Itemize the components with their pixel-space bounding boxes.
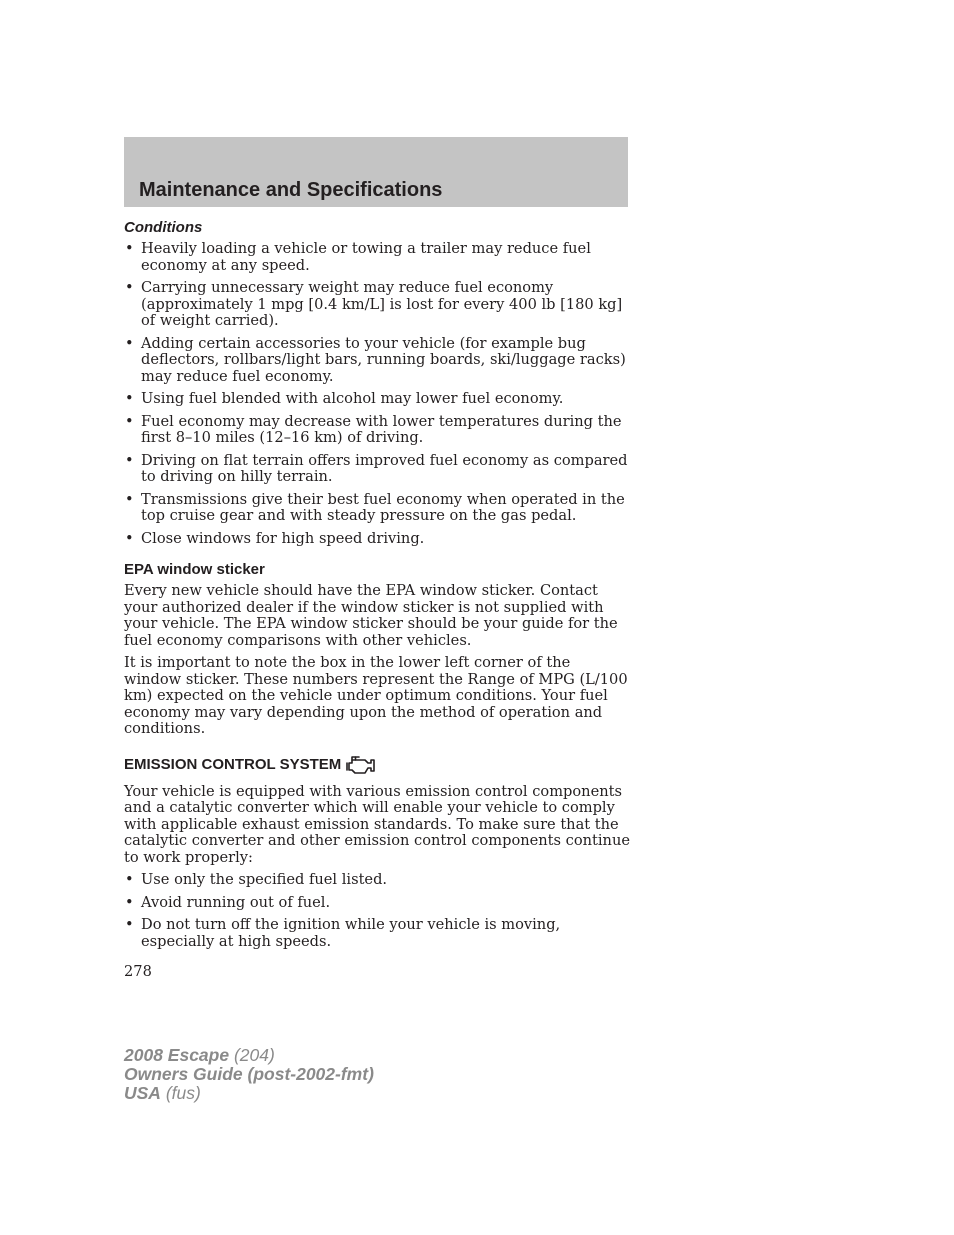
list-item xyxy=(124,895,630,912)
bullet-icon: • xyxy=(125,893,134,911)
list-item xyxy=(124,492,630,525)
page-content xyxy=(124,219,630,981)
bullet-icon: • xyxy=(125,412,134,430)
conditions-heading: Conditions xyxy=(124,219,203,236)
footer-line-guide xyxy=(124,1065,374,1084)
epa-paragraph: Every new vehicle should have the EPA window sticker. Contact your authorized dealer if the window sticker is not supplied with your vehicle. The EPA window sticker should be your guide for the fuel economy comparisons with other vehicles. xyxy=(124,582,618,649)
document-footer xyxy=(124,1046,374,1103)
list-item-text: Using fuel blended with alcohol may lower fuel economy. xyxy=(141,390,564,407)
list-item xyxy=(124,453,630,486)
bullet-icon: • xyxy=(125,240,134,257)
section-title: Maintenance and Specifications xyxy=(139,179,443,201)
footer-model: 2008 Escape xyxy=(124,1045,230,1065)
epa-heading: EPA window sticker xyxy=(124,561,265,578)
list-item xyxy=(124,336,630,386)
emission-heading-row xyxy=(124,754,630,776)
list-item-text: Carrying unnecessary weight may reduce fuel economy (approximately 1 mpg [0.4 km/L] is lost for every 400 lb [180 kg] of weight carried). xyxy=(141,279,623,329)
footer-line-model xyxy=(124,1046,374,1065)
list-item xyxy=(124,917,630,950)
emission-heading: EMISSION CONTROL SYSTEM xyxy=(124,755,342,773)
list-item-text: Transmissions give their best fuel economy when operated in the top cruise gear and with steady pressure on the gas pedal. xyxy=(141,490,625,524)
bullet-icon: • xyxy=(125,334,134,352)
epa-paragraph: It is important to note the box in the lower left corner of the window sticker. These numbers represent the Range of MPG (L/100 km) expected on the vehicle under optimum conditions. Your fuel economy may vary depending upon the method of operation and conditions. xyxy=(124,654,628,737)
bullet-icon: • xyxy=(125,916,134,933)
list-item xyxy=(124,531,630,548)
bullet-icon: • xyxy=(125,490,134,508)
list-item-text: Close windows for high speed driving. xyxy=(141,529,425,547)
bullet-icon: • xyxy=(125,871,134,888)
list-item xyxy=(124,391,630,408)
list-item-text: Avoid running out of fuel. xyxy=(141,893,331,911)
engine-icon xyxy=(345,754,377,776)
section-header-band xyxy=(124,137,628,207)
list-item xyxy=(124,414,630,447)
conditions-list xyxy=(124,241,630,547)
list-item xyxy=(124,241,630,274)
footer-market-code: (fus) xyxy=(165,1083,201,1103)
bullet-icon: • xyxy=(125,529,134,547)
list-item-text: Heavily loading a vehicle or towing a trailer may reduce fuel economy at any speed. xyxy=(141,240,591,274)
footer-market: USA xyxy=(124,1083,161,1103)
bullet-icon: • xyxy=(125,451,134,469)
emission-list xyxy=(124,872,630,950)
emission-paragraph: Your vehicle is equipped with various emission control components and a catalytic converter which will enable your vehicle to comply with applicable exhaust emission standards. To make sure that the catalytic converter and other emission control components continue to work properly: xyxy=(124,782,630,866)
list-item-text: Adding certain accessories to your vehicle (for example bug deflectors, rollbars/light bars, running boards, ski/luggage racks) may reduce fuel economy. xyxy=(141,334,626,385)
footer-line-market xyxy=(124,1084,374,1103)
list-item-text: Use only the specified fuel listed. xyxy=(141,871,388,888)
page-number: 278 xyxy=(124,963,152,980)
list-item-text: Driving on flat terrain offers improved fuel economy as compared to driving on hilly terrain. xyxy=(141,451,628,485)
footer-guide: Owners Guide (post-2002-fmt) xyxy=(124,1064,374,1084)
list-item xyxy=(124,872,630,889)
list-item-text: Do not turn off the ignition while your vehicle is moving, especially at high speeds. xyxy=(141,916,561,950)
list-item xyxy=(124,280,630,330)
footer-model-code: (204) xyxy=(233,1045,275,1065)
bullet-icon: • xyxy=(125,390,134,407)
list-item-text: Fuel economy may decrease with lower temperatures during the first 8–10 miles (12–16 km) of driving. xyxy=(141,412,622,446)
bullet-icon: • xyxy=(125,279,134,296)
